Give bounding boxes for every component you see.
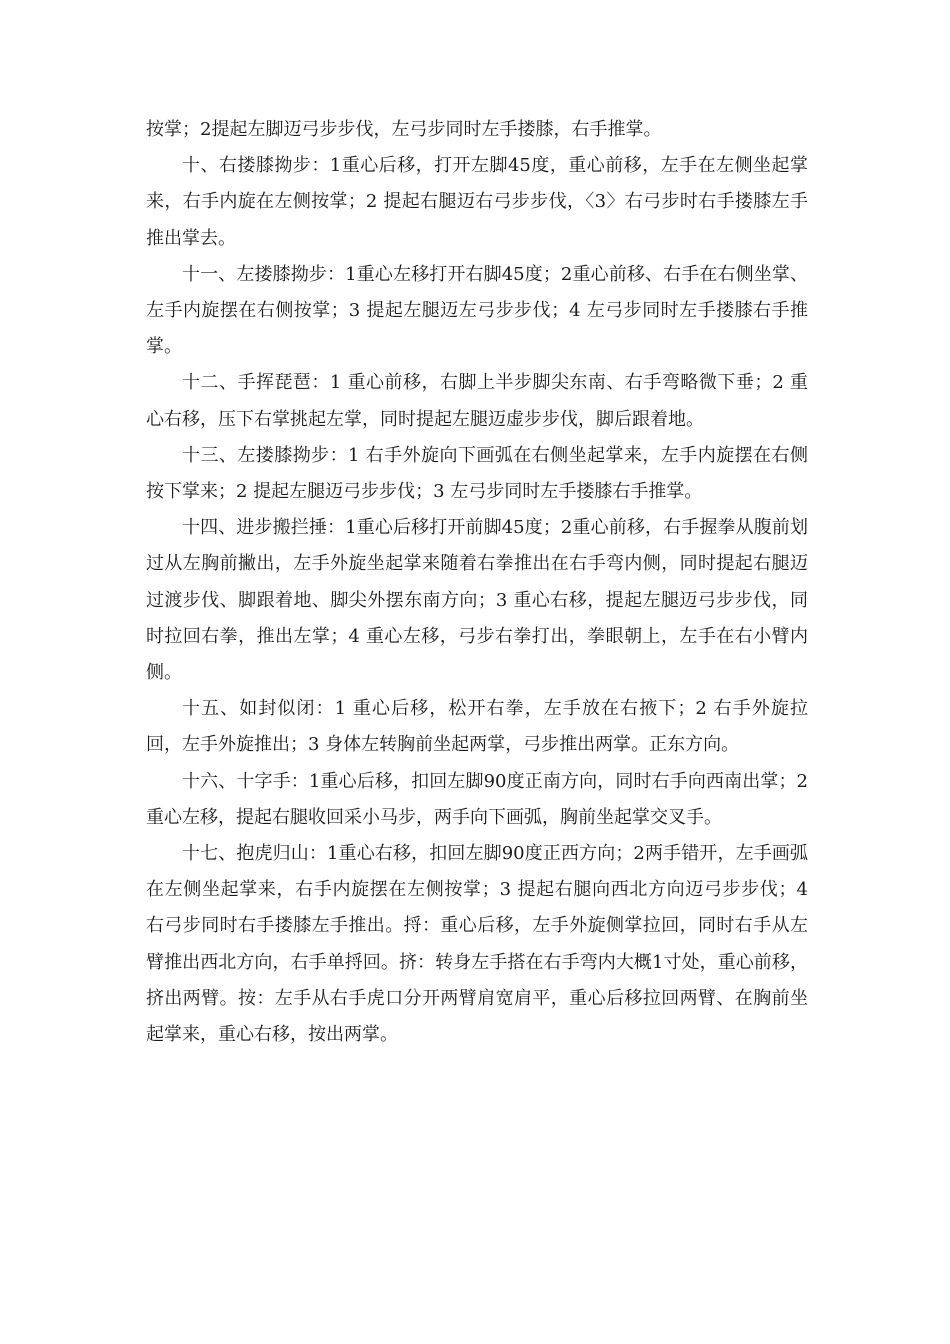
paragraph-step-11: 十一、左搂膝拗步：1重心左移打开右脚45度；2重心前移、右手在右侧坐掌、左手内旋摆在右侧按掌；3 提起左腿迈左弓步步伐；4 左弓步同时左手搂膝右手推掌。 xyxy=(146,263,808,358)
paragraph-step-12: 十二、手挥琵琶：1 重心前移，右脚上半步脚尖东南、右手弯略微下垂；2 重心右移，压下右掌挑起左掌，同时提起左腿迈虚步步伐，脚后跟着地。 xyxy=(146,372,808,430)
paragraph-step-16: 十六、十字手：1重心后移，扣回左脚90度正南方向，同时右手向西南出掌；2 重心左移，提起右腿收回采小马步，两手向下画弧，胸前坐起掌交叉手。 xyxy=(146,770,808,828)
paragraph-step-14: 十四、进步搬拦捶：1重心后移打开前脚45度；2重心前移，右手握拳从腹前划过从左胸前撇出，左手外旋坐起掌来随着右拳推出在右手弯内侧，同时提起右腿迈过渡步伐、脚跟着地、脚尖外摆东南方向；3 重心右移，提起左腿迈弓步步伐，同时拉回右拳，推出左掌；4 重心左移，弓步右拳打出，拳眼朝上，左手在右小臂内侧。 xyxy=(146,517,808,684)
paragraph-step-10: 十、右搂膝拗步：1重心后移，打开左脚45度，重心前移，左手在左侧坐起掌来，右手内旋在左侧按掌；2 提起右腿迈右弓步步伐，〈3〉右弓步时右手搂膝左手推出掌去。 xyxy=(146,155,808,249)
paragraph-step-15: 十五、如封似闭：1 重心后移，松开右拳，左手放在右掖下；2 右手外旋拉回，左手外旋推出；3 身体左转胸前坐起两掌，弓步推出两掌。正东方向。 xyxy=(146,698,808,756)
paragraph-continuation: 按掌；2提起左脚迈弓步步伐，左弓步同时左手搂膝，右手推掌。 xyxy=(146,119,662,140)
paragraph-step-17: 十七、抱虎归山：1重心右移，扣回左脚90度正西方向；2两手错开，左手画弧在左侧坐起掌来，右手内旋摆在左侧按掌；3 提起右腿向西北方向迈弓步步伐；4 右弓步同时右手搂膝左手推出。捋：重心后移，左手外旋侧掌拉回，同时右手从左臂推出西北方向，右手单捋回。挤：转身左手搭在右手弯内大概1寸处，重心前移，挤出两臂。按：左手从右手虎口分开两臂肩宽肩平，重心后移拉回两臂、在胸前坐起掌来，重心右移，按出两掌。 xyxy=(146,843,808,1046)
paragraph-step-13: 十三、左搂膝拗步：1 右手外旋向下画弧在右侧坐起掌来，左手内旋摆在右侧按下掌来；2 提起左腿迈弓步步伐；3 左弓步同时左手搂膝右手推掌。 xyxy=(146,444,808,503)
body-text xyxy=(146,112,808,1053)
